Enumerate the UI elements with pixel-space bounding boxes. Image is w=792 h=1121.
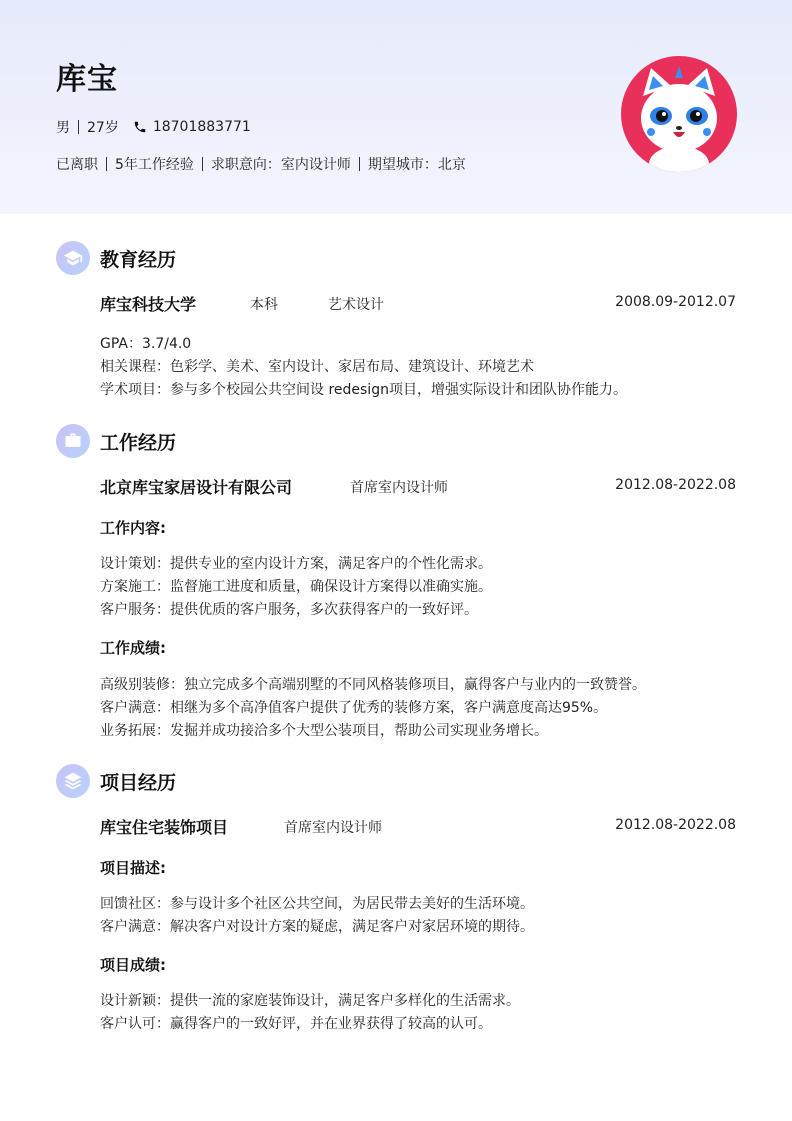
job-title: 首席室内设计师 xyxy=(350,480,448,496)
project-desc-label: 项目描述: xyxy=(100,859,166,877)
school-name: 库宝科技大学 xyxy=(100,294,197,314)
work-content-label: 工作内容: xyxy=(100,519,166,537)
mascot-avatar-image xyxy=(621,56,737,172)
expected-city: 期望城市：北京 xyxy=(367,157,466,173)
layers-icon xyxy=(56,764,90,798)
section-project xyxy=(56,764,176,798)
job-status: 已离职 xyxy=(56,157,98,173)
project-result-item: 客户认可：赢得客户的一致好评，并在业界获得了较高的认可。 xyxy=(100,1016,492,1032)
resume-header xyxy=(0,0,792,214)
section-title-education: 教育经历 xyxy=(100,248,177,271)
graduation-cap-icon xyxy=(56,241,90,275)
work-entry xyxy=(100,475,736,497)
work-result-item: 业务拓展：发掘并成功接洽多个大型公装项目，帮助公司实现业务增长。 xyxy=(100,723,548,739)
education-entry xyxy=(100,292,736,314)
education-courses: 相关课程：色彩学、美术、室内设计、家居布局、建筑设计、环境艺术 xyxy=(100,359,534,375)
section-work xyxy=(56,424,176,458)
company-name: 北京库宝家居设计有限公司 xyxy=(100,477,293,497)
project-desc-item: 客户满意：解决客户对设计方案的疑虑，满足客户对家居环境的期待。 xyxy=(100,919,534,935)
work-result-item: 高级别装修：独立完成多个高端别墅的不同风格装修项目，赢得客户与业内的一致赞誉。 xyxy=(100,677,646,693)
section-title-project: 项目经历 xyxy=(100,771,177,794)
work-result-item: 客户满意：相继为多个高净值客户提供了优秀的装修方案，客户满意度高达95%。 xyxy=(100,700,608,716)
section-title-work: 工作经历 xyxy=(100,431,177,454)
job-info-row xyxy=(56,154,466,174)
project-result-item: 设计新颖：提供一流的家庭装饰设计，满足客户多样化的生活需求。 xyxy=(100,993,520,1009)
major: 艺术设计 xyxy=(328,297,384,313)
avatar xyxy=(621,56,737,172)
education-date: 2008.09-2012.07 xyxy=(615,294,736,310)
section-education xyxy=(56,241,176,275)
work-content-item: 方案施工：监督施工进度和质量，确保设计方案得以准确实施。 xyxy=(100,579,492,595)
work-content-item: 设计策划：提供专业的室内设计方案，满足客户的个性化需求。 xyxy=(100,556,492,572)
basic-info-row xyxy=(56,117,251,137)
phone-number: 18701883771 xyxy=(152,119,251,135)
project-role: 首席室内设计师 xyxy=(284,820,382,836)
job-intent: 求职意向：室内设计师 xyxy=(210,157,351,173)
age: 27岁 xyxy=(87,120,119,136)
divider xyxy=(202,157,203,171)
divider xyxy=(106,157,107,171)
candidate-name: 库宝 xyxy=(56,62,118,97)
work-date: 2012.08-2022.08 xyxy=(615,477,736,493)
work-results-label: 工作成绩: xyxy=(100,639,166,657)
gender: 男 xyxy=(56,120,70,136)
divider xyxy=(78,120,79,134)
project-date: 2012.08-2022.08 xyxy=(615,817,736,833)
work-content-item: 客户服务：提供优质的客户服务，多次获得客户的一致好评。 xyxy=(100,602,478,618)
project-entry xyxy=(100,815,736,837)
project-desc-item: 回馈社区：参与设计多个社区公共空间，为居民带去美好的生活环境。 xyxy=(100,896,534,912)
divider xyxy=(359,157,360,171)
degree: 本科 xyxy=(250,297,278,313)
phone-icon xyxy=(133,120,147,134)
briefcase-icon xyxy=(56,424,90,458)
project-name: 库宝住宅装饰项目 xyxy=(100,817,229,837)
education-projects: 学术项目：参与多个校园公共空间设 redesign项目，增强实际设计和团队协作能力。 xyxy=(100,382,627,398)
work-experience: 5年工作经验 xyxy=(115,157,194,173)
project-results-label: 项目成绩: xyxy=(100,956,166,974)
education-gpa: GPA：3.7/4.0 xyxy=(100,336,192,352)
